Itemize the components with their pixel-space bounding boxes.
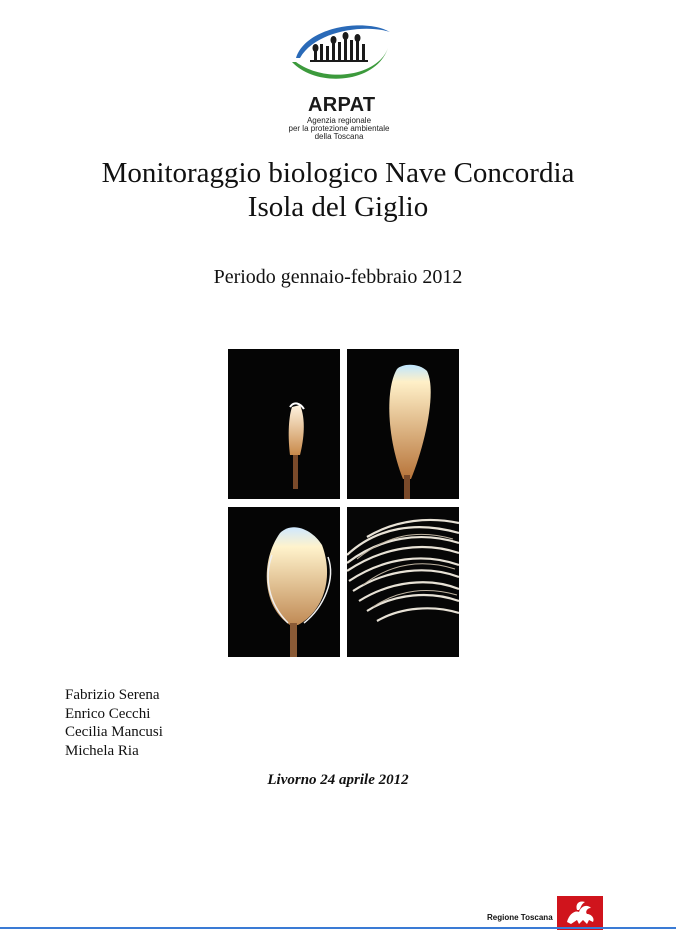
photo-tubeworm-2 — [347, 349, 459, 499]
author-name: Cecilia Mancusi — [65, 724, 163, 740]
document-period: Periodo gennaio-febbraio 2012 — [213, 266, 463, 288]
author-name: Enrico Cecchi — [65, 705, 151, 722]
regione-toscana-logo — [557, 896, 603, 930]
document-title — [0, 156, 676, 224]
title-line: Monitoraggio biologico Nave Concordia — [101, 157, 575, 189]
author-name: Michela Ria — [65, 742, 139, 759]
tubeworm-photo-icon — [228, 349, 340, 499]
tubeworm-photo-icon — [347, 349, 459, 499]
arpat-subtitle-line: per la protezione ambientale — [288, 124, 390, 133]
photo-tubeworm-3 — [228, 507, 340, 657]
arpat-wordmark: ARPAT — [308, 94, 376, 116]
region-label: Regione Toscana — [487, 913, 553, 922]
photo-tubeworm-4 — [347, 507, 459, 657]
pegasus-icon — [557, 896, 603, 930]
arpat-subtitle-line: della Toscana — [314, 132, 364, 141]
tubeworm-photo-icon — [347, 507, 459, 657]
arpat-subtitle — [280, 117, 398, 141]
arpat-logo — [280, 18, 400, 141]
arpat-emblem-icon — [286, 18, 394, 92]
place-date: Livorno 24 aprile 2012 — [267, 772, 409, 788]
title-line: Isola del Giglio — [247, 191, 429, 223]
arpat-subtitle-line: Agenzia regionale — [306, 116, 372, 125]
author-name: Fabrizio Serena — [65, 687, 160, 703]
photo-tubeworm-1 — [228, 349, 340, 499]
authors-list — [65, 686, 163, 760]
footer-rule — [0, 927, 676, 929]
tubeworm-photo-icon — [228, 507, 340, 657]
